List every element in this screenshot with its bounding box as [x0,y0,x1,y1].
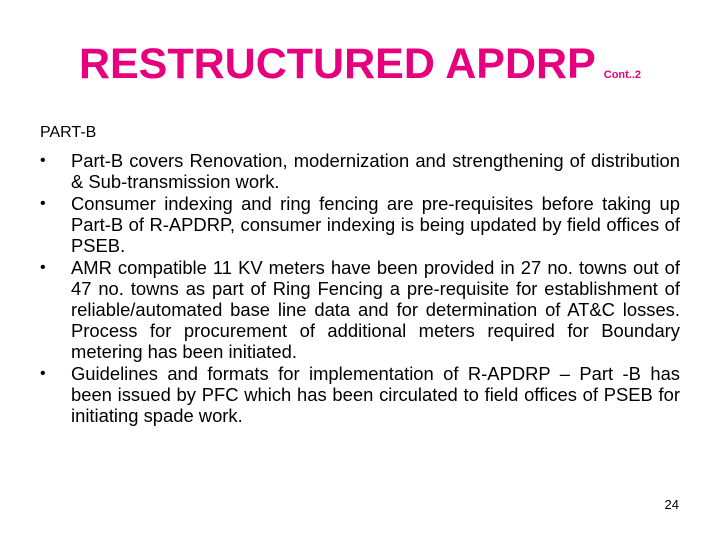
title-continuation-note: Cont..2 [603,69,642,81]
bullet-text: Consumer indexing and ring fencing are pre-requisites before taking up Part-B of R-APDRP, consumer indexing is being updated by field offices of PSEB. [71,193,680,256]
bullet-icon: • [40,152,46,169]
page-number: 24 [664,497,679,512]
bullet-text: AMR compatible 11 KV meters have been provided in 27 no. towns out of 47 no. towns as part of Ring Fencing a pre-requisite for establishment of reliable/automated base line data and for determination of AT&C losses. Process for procurement of additional meters required for Boundary metering has been initiated. [71,257,680,362]
bullet-item [40,257,680,362]
bullet-text: Guidelines and formats for implementation of R-APDRP – Part -B has been issued by PFC which has been circulated to field offices of PSEB for initiating spade work. [71,363,680,426]
bullet-icon: • [40,195,46,212]
section-label: PART-B [40,124,97,141]
bullet-text: Part-B covers Renovation, modernization and strengthening of distribution & Sub-transmission work. [71,150,680,192]
bullet-item [40,193,680,256]
slide-title: RESTRUCTURED APDRP [78,40,596,88]
bullet-item [40,363,680,426]
bullet-icon: • [40,365,46,382]
bullet-icon: • [40,259,46,276]
slide-title-row [0,40,720,89]
bullet-item [40,150,680,192]
bullet-list [40,150,680,427]
